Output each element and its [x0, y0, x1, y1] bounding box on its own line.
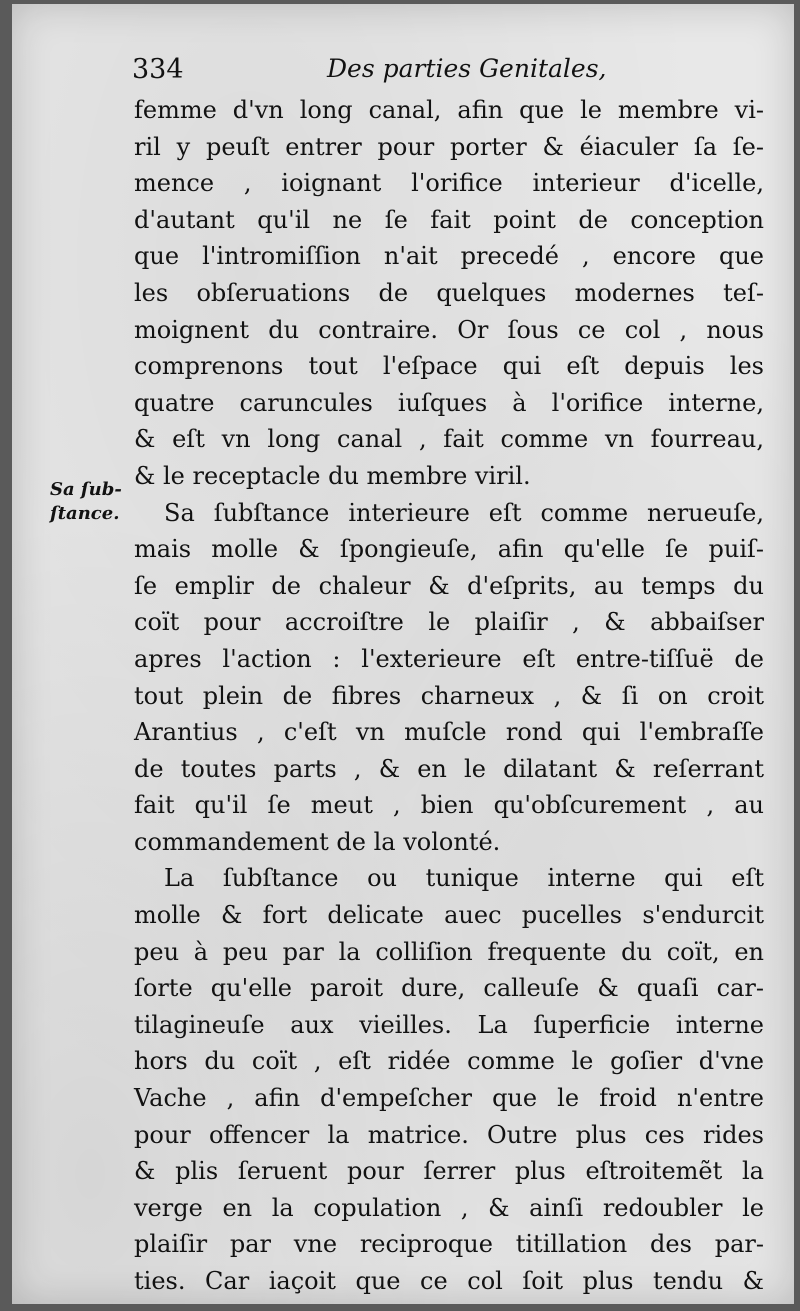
text-line: Vache , afin d'empeſcher que le froid n'entre: [134, 1084, 764, 1113]
text-line: comprenons tout l'eſpace qui eſt depuis les: [134, 352, 764, 381]
text-line: apres l'action : l'exterieure eſt entre-tiſſuë de: [134, 644, 764, 673]
text-line: La ſubſtance ou tunique interne qui eſt: [164, 864, 764, 893]
text-line: tilagineuſe aux vieilles. La ſuperficie interne: [134, 1010, 764, 1039]
margin-note-line: Sa ſub-: [50, 479, 122, 500]
margin-note-line: ſtance.: [50, 503, 120, 524]
book-page: [12, 4, 794, 1304]
text-line: les obſeruations de quelques modernes teſ-: [134, 278, 764, 307]
text-line: hors du coït , eſt ridée comme le goſier d'vne: [134, 1047, 764, 1076]
text-line: femme d'vn long canal, afin que le membre vi-: [134, 96, 764, 124]
text-line: mais molle & ſpongieuſe, afin qu'elle ſe puiſ-: [134, 535, 764, 564]
page-number: 334: [132, 54, 184, 85]
text-line: & le receptacle du membre viril.: [134, 461, 531, 490]
text-line: quatre caruncules iuſques à l'orifice interne,: [134, 388, 764, 417]
text-line: d'autant qu'il ne ſe fait point de conception: [134, 205, 764, 234]
text-line: tout plein de fibres charneux , & ſi on croit: [134, 681, 764, 710]
text-line: molle & fort delicate auec pucelles s'endurcit: [134, 901, 764, 930]
text-line: que l'intromiſſion n'ait precedé , encore que: [134, 242, 764, 271]
text-line: peu à peu par la colliſion frequente du coït, en: [134, 937, 764, 966]
text-line: moignent du contraire. Or ſous ce col , nous: [134, 315, 764, 344]
text-line: Sa ſubſtance interieure eſt comme nerueuſe,: [164, 498, 764, 527]
text-line: ſorte qu'elle paroit dure, calleuſe & quaſi car-: [134, 974, 764, 1003]
text-line: Arantius , c'eſt vn muſcle rond qui l'embraſſe: [134, 718, 764, 747]
body-text: [134, 92, 764, 1300]
text-line: pour offencer la matrice. Outre plus ces rides: [134, 1120, 764, 1149]
text-line: ril y peuſt entrer pour porter & éiaculer ſa ſe-: [134, 132, 764, 161]
running-title: Des parties Genitales,: [327, 54, 607, 83]
text-line: fait qu'il ſe meut , bien qu'obſcurement , au: [134, 791, 764, 820]
margin-note: [50, 478, 122, 526]
text-line: commandement de la volonté.: [134, 827, 501, 856]
text-line: ſe emplir de chaleur & d'eſprits, au temps du: [134, 571, 764, 600]
text-line: de toutes parts , & en le dilatant & reſerrant: [134, 754, 764, 783]
text-line: mence , ioignant l'orifice interieur d'icelle,: [134, 169, 764, 198]
text-line: ties. Car iaçoit que ce col ſoit plus tendu &: [134, 1267, 764, 1295]
text-line: plaiſir par vne reciproque titillation des par-: [134, 1230, 764, 1259]
text-line: verge en la copulation , & ainſi redoubler le: [134, 1193, 764, 1222]
text-line: & eſt vn long canal , fait comme vn fourreau,: [134, 425, 764, 454]
text-line: & plis ſeruent pour ſerrer plus eſtroitemẽt la: [134, 1157, 764, 1186]
text-line: coït pour accroiſtre le plaiſir , & abbaiſser: [134, 608, 764, 637]
